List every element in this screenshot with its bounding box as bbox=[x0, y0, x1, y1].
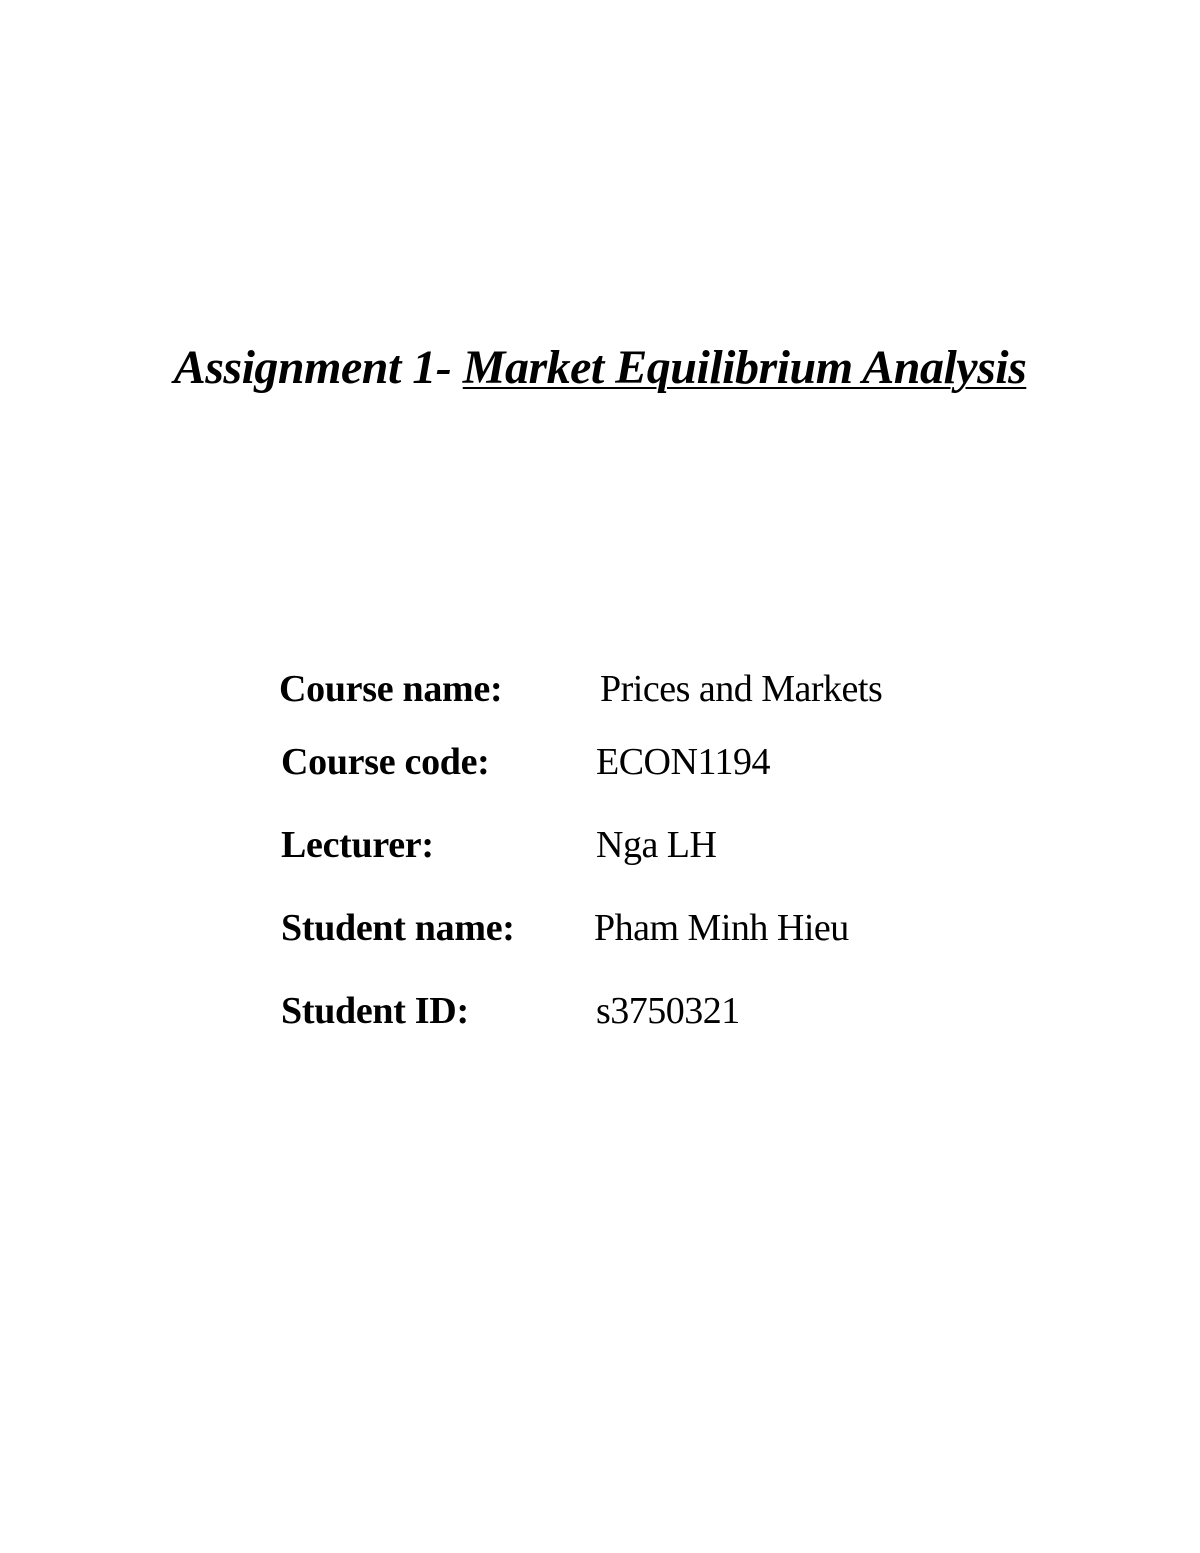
course-code-label: Course code: bbox=[281, 741, 490, 783]
info-row-course-code bbox=[0, 737, 1200, 787]
course-name-value: Prices and Markets bbox=[600, 668, 883, 710]
lecturer-value: Nga LH bbox=[596, 824, 717, 866]
info-row-student-name bbox=[0, 903, 1200, 953]
document-title bbox=[0, 336, 1200, 400]
student-name-value: Pham Minh Hieu bbox=[594, 907, 849, 949]
info-row-course-name bbox=[0, 664, 1200, 714]
info-row-student-id bbox=[0, 986, 1200, 1036]
course-name-label: Course name: bbox=[279, 668, 503, 710]
lecturer-label: Lecturer: bbox=[281, 824, 434, 866]
student-id-label: Student ID: bbox=[281, 990, 469, 1032]
info-row-lecturer bbox=[0, 820, 1200, 870]
title-prefix: Assignment 1- bbox=[173, 341, 463, 394]
title-main: Market Equilibrium Analysis bbox=[462, 341, 1027, 394]
course-code-value: ECON1194 bbox=[596, 741, 771, 783]
student-id-value: s3750321 bbox=[596, 990, 740, 1032]
student-name-label: Student name: bbox=[281, 907, 515, 949]
